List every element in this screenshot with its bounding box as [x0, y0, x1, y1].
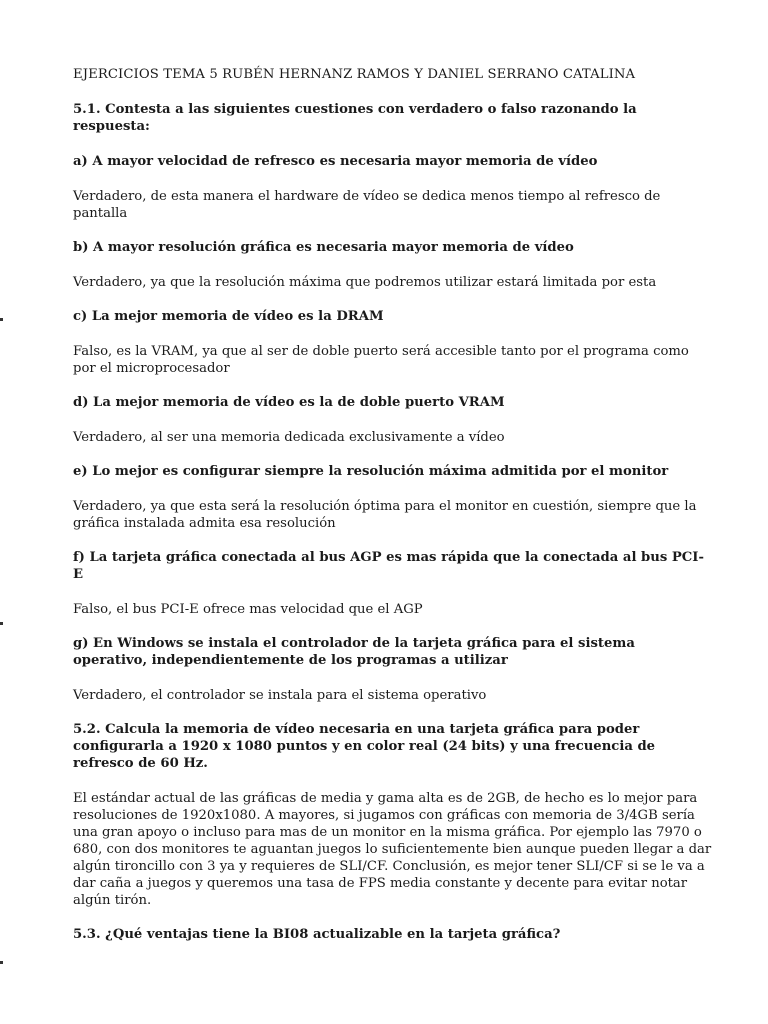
section-heading-5-2: 5.2. Calcula la memoria de vídeo necesaria en una tarjeta gráfica para poder configurarla a 1920 x 1080 puntos y en color real (24 bits) y una frecuencia de refresco de 60 Hz. — [73, 722, 656, 771]
answer-a: Verdadero, de esta manera el hardware de vídeo se dedica menos tiempo al refresco de pantalla — [73, 189, 661, 221]
document-title: EJERCICIOS TEMA 5 RUBÉN HERNANZ RAMOS Y DANIEL SERRANO CATALINA — [73, 67, 636, 82]
question-a: a) A mayor velocidad de refresco es necesaria mayor memoria de vídeo — [73, 154, 598, 169]
question-c: c) La mejor memoria de vídeo es la DRAM — [73, 309, 384, 324]
margin-mark — [0, 318, 3, 321]
answer-5-2: El estándar actual de las gráficas de media y gama alta es de 2GB, de hecho es lo mejor para resoluciones de 1920x1080. A mayores, si jugamos con gráficas con memoria de 3/4GB sería una gran apoyo o incluso para mas de un monitor en la misma gráfica. Por ejemplo las 7970 o 680, con dos monitores te aguantan juegos lo suficientemente bien aunque pueden llegar a dar algún tironcillo con 3 ya y requieres de SLI/CF. Conclusión, es mejor tener SLI/CF si se le va a dar caña a juegos y queremos una tasa de FPS media constante y decente para evitar notar algún tirón. — [73, 791, 712, 908]
document-page — [73, 66, 713, 961]
answer-b: Verdadero, ya que la resolución máxima que podremos utilizar estará limitada por esta — [73, 275, 657, 290]
section-heading-5-1: 5.1. Contesta a las siguientes cuestiones con verdadero o falso razonando la respuesta: — [73, 102, 637, 134]
question-f: f) La tarjeta gráfica conectada al bus AGP es mas rápida que la conectada al bus PCI-E — [73, 550, 704, 582]
question-d: d) La mejor memoria de vídeo es la de doble puerto VRAM — [73, 395, 505, 410]
answer-g: Verdadero, el controlador se instala para el sistema operativo — [73, 688, 487, 703]
answer-d: Verdadero, al ser una memoria dedicada exclusivamente a vídeo — [73, 430, 505, 445]
answer-c: Falso, es la VRAM, ya que al ser de doble puerto será accesible tanto por el programa como por el microprocesador — [73, 344, 689, 376]
margin-mark — [0, 622, 3, 625]
margin-mark — [0, 961, 3, 964]
answer-f: Falso, el bus PCI-E ofrece mas velocidad que el AGP — [73, 602, 423, 617]
section-heading-5-3: 5.3. ¿Qué ventajas tiene la BI08 actualizable en la tarjeta gráfica? — [73, 927, 561, 942]
question-g: g) En Windows se instala el controlador de la tarjeta gráfica para el sistema operativo, independientemente de los programas a utilizar — [73, 636, 635, 668]
question-b: b) A mayor resolución gráfica es necesaria mayor memoria de vídeo — [73, 240, 574, 255]
answer-e: Verdadero, ya que esta será la resolución óptima para el monitor en cuestión, siempre que la gráfica instalada admita esa resolución — [73, 499, 697, 531]
question-e: e) Lo mejor es configurar siempre la resolución máxima admitida por el monitor — [73, 464, 669, 479]
